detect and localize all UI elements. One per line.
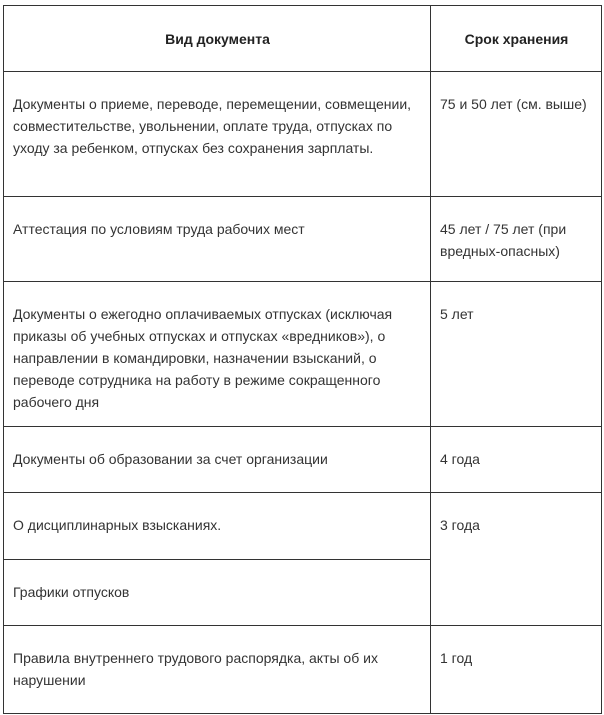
header-doc-type: Вид документа: [4, 6, 431, 72]
table-row: [4, 626, 602, 714]
doc-type-cell: Графики отпусков: [13, 584, 130, 600]
table-row: [4, 72, 602, 197]
retention-term-cell: 3 года: [440, 517, 480, 533]
retention-term-cell: 45 лет / 75 лет (при вредных-опасных): [440, 221, 567, 259]
retention-table: [3, 5, 602, 714]
doc-type-cell: Документы о ежегодно оплачиваемых отпусках (исключая приказы об учебных отпусках и отпусках «вредников»), о направлении в командировки, назначении взысканий, о переводе сотрудника на работу в режиме сокращенного рабочего дня: [13, 306, 393, 410]
table-row: [4, 282, 602, 427]
retention-term-cell: 5 лет: [440, 306, 474, 322]
table-row: [4, 427, 602, 493]
header-retention-term: Срок хранения: [431, 6, 602, 72]
retention-term-cell: 75 и 50 лет (см. выше): [440, 96, 587, 112]
doc-type-cell: Документы об образовании за счет организации: [13, 451, 328, 467]
table-row: [4, 493, 602, 560]
doc-type-cell: Документы о приеме, переводе, перемещении, совмещении, совместительстве, увольнении, оплате труда, отпусках по уходу за ребенком, отпусках без сохранения зарплаты.: [13, 96, 412, 156]
retention-term-cell: 4 года: [440, 451, 480, 467]
table-row: [4, 197, 602, 282]
table-header-row: [4, 6, 602, 72]
doc-type-cell: Аттестация по условиям труда рабочих мест: [13, 221, 305, 237]
doc-type-cell: Правила внутреннего трудового распорядка, акты об их нарушении: [13, 650, 378, 688]
retention-term-cell: 1 год: [440, 650, 473, 666]
doc-type-cell: О дисциплинарных взысканиях.: [13, 517, 222, 533]
